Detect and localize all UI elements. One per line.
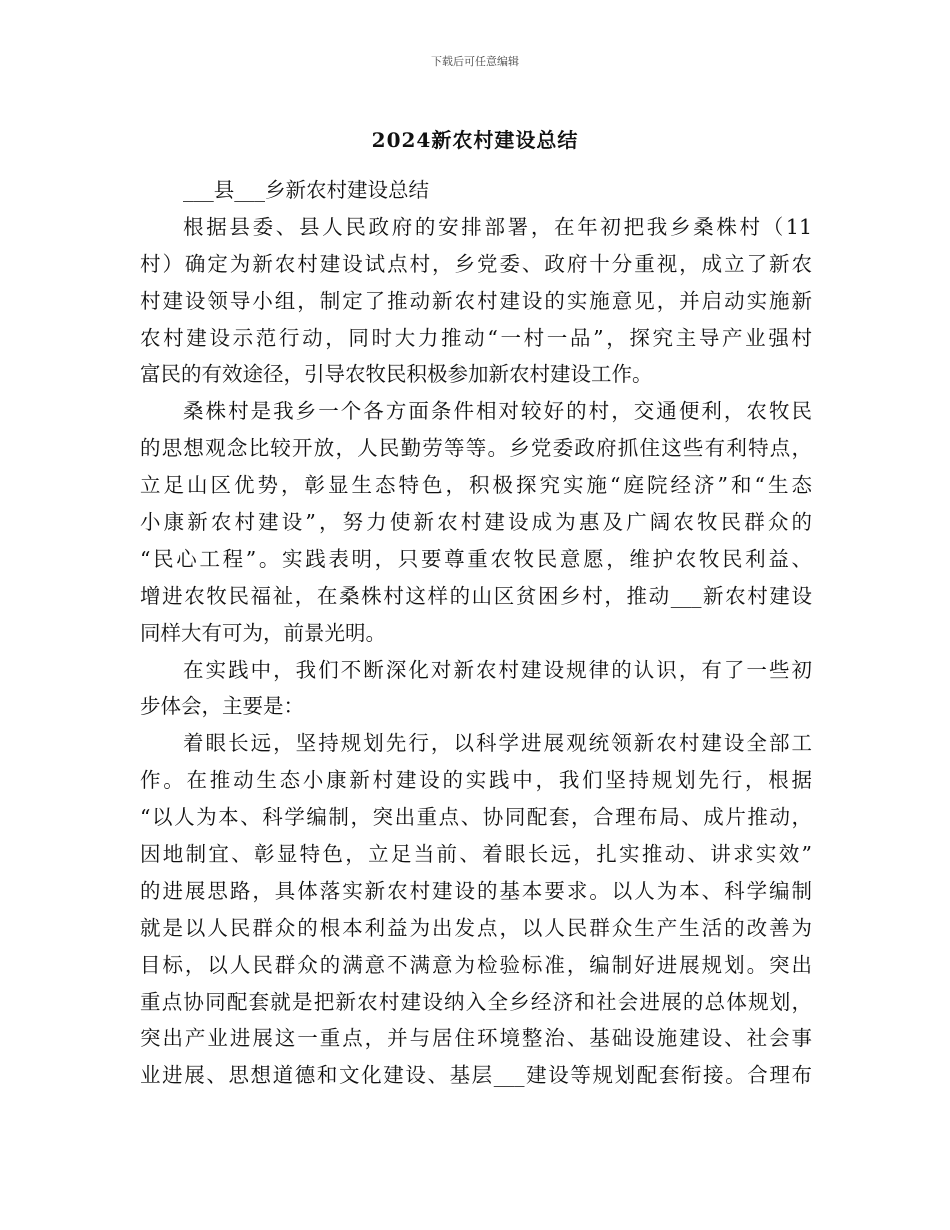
body-text-line: 重点协同配套就是把新农村建设纳入全乡经济和社会进展的总体规划，: [140, 989, 812, 1014]
body-text-line: 的思想观念比较开放，人民勤劳等等。乡党委政府抓住这些有利特点，: [140, 436, 812, 461]
body-text-line: 业进展、思想道德和文化建设、基层___建设等规划配套衔接。合理布: [140, 1063, 812, 1088]
body-text-line: 步体会，主要是：: [140, 694, 304, 719]
body-text-line: 就是以人民群众的根本利益为出发点，以人民群众生产生活的改善为: [140, 915, 812, 940]
body-text-line: 小康新农村建设”，努力使新农村建设成为惠及广阔农牧民群众的: [140, 510, 812, 535]
body-text-line: 的进展思路，具体落实新农村建设的基本要求。以人为本、科学编制: [140, 878, 812, 903]
body-text-line: 桑株村是我乡一个各方面条件相对较好的村，交通便利，农牧民: [183, 399, 812, 424]
body-text-line: 根据县委、县人民政府的安排部署，在年初把我乡桑株村（11: [183, 214, 812, 239]
body-text-line: 作。在推动生态小康新村建设的实践中，我们坚持规划先行，根据: [140, 768, 812, 793]
body-text-line: “民心工程”。实践表明，只要尊重农牧民意愿，维护农牧民利益、: [140, 546, 812, 571]
body-text-line: 同样大有可为，前景光明。: [140, 620, 386, 645]
body-text-line: 富民的有效途径，引导农牧民积极参加新农村建设工作。: [140, 362, 653, 387]
header-note: 下载后可任意编辑: [431, 55, 519, 68]
body-text-line: 因地制宜、彰显特色，立足当前、着眼长远，扎实推动、讲求实效”: [140, 842, 812, 867]
body-text-line: 在实践中，我们不断深化对新农村建设规律的认识，有了一些初: [183, 657, 812, 682]
body-text-line: 着眼长远，坚持规划先行，以科学进展观统领新农村建设全部工: [183, 731, 812, 756]
body-text-line: 村）确定为新农村建设试点村，乡党委、政府十分重视，成立了新农: [140, 251, 812, 276]
document-body: [140, 172, 812, 1094]
body-text-line: 目标，以人民群众的满意不满意为检验标准，编制好进展规划。突出: [140, 952, 812, 977]
body-text-line: 突出产业进展这一重点，并与居住环境整治、基础设施建设、社会事: [140, 1026, 812, 1051]
body-text-line: 农村建设示范行动，同时大力推动“一村一品”，探究主导产业强村: [140, 325, 812, 350]
body-text-line: 村建设领导小组，制定了推动新农村建设的实施意见，并启动实施新: [140, 288, 812, 313]
document-title: 2024新农村建设总结: [371, 128, 579, 152]
body-text-line: “以人为本、科学编制，突出重点、协同配套，合理布局、成片推动，: [140, 805, 812, 830]
body-text-line: ___县___乡新农村建设总结: [183, 178, 429, 202]
body-text-line: 立足山区优势，彰显生态特色，积极探究实施“庭院经济”和“生态: [140, 473, 812, 498]
body-text-line: 增进农牧民福祉，在桑株村这样的山区贫困乡村，推动___新农村建设: [140, 583, 812, 608]
